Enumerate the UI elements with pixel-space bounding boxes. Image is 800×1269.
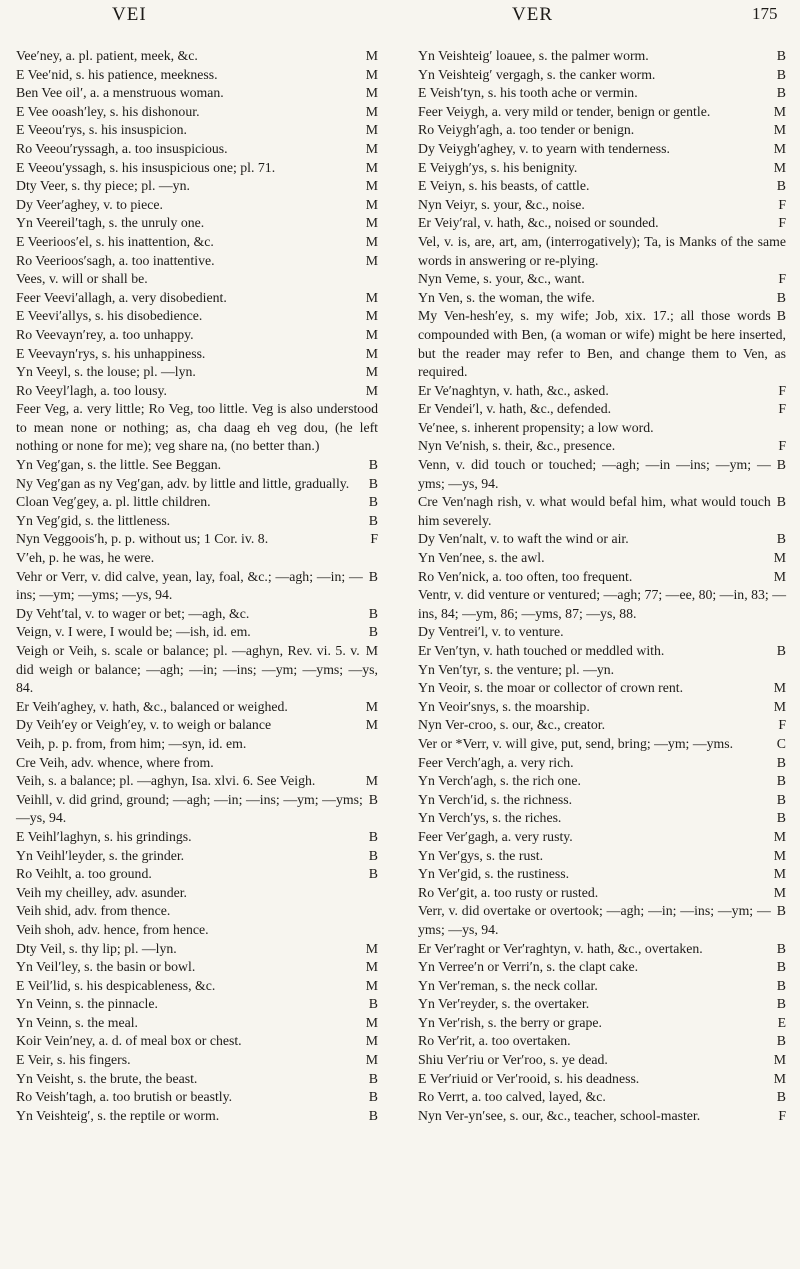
- dictionary-entry: [418, 140, 786, 159]
- dictionary-entry: [16, 940, 378, 959]
- dictionary-entry: [16, 400, 378, 456]
- entry-text: Yn Ver′reman, s. the neck collar.: [418, 977, 598, 993]
- dictionary-entry: [418, 270, 786, 289]
- entry-text: E Vee′nid, s. his patience, meekness.: [16, 66, 218, 82]
- dictionary-entry: [418, 940, 786, 959]
- entry-text: Yn Ver′reyder, s. the overtaker.: [418, 996, 590, 1012]
- source-code: M: [365, 382, 378, 398]
- dictionary-entry: [16, 177, 378, 196]
- entry-text: E Veeou′rys, s. his insuspicion.: [16, 122, 188, 138]
- source-code: M: [365, 717, 378, 733]
- entry-text: E Veir, s. his fingers.: [16, 1052, 131, 1068]
- entry-text: Nyn Veggoois′h, p. p. without us; 1 Cor. iv. 8.: [16, 531, 269, 547]
- dictionary-entry: [16, 549, 378, 568]
- entry-text: Nyn Veme, s. your, &c., want.: [418, 271, 585, 287]
- dictionary-entry: [16, 605, 378, 624]
- entry-text: Yn Verch′ys, s. the riches.: [418, 810, 562, 826]
- entry-text: Dy Veiygh′aghey, v. to yearn with tenderness.: [418, 140, 670, 156]
- dictionary-entry: [418, 400, 786, 419]
- dictionary-entry: [16, 196, 378, 215]
- source-code: M: [365, 66, 378, 82]
- source-code: B: [776, 289, 786, 305]
- source-code: M: [365, 178, 378, 194]
- source-code: M: [773, 159, 786, 175]
- dictionary-entry: [16, 140, 378, 159]
- dictionary-entry: [16, 772, 378, 791]
- entry-text: Yn Veereil′tagh, s. the unruly one.: [16, 215, 205, 231]
- entry-text: Ro Veerioos′sagh, a. too inattentive.: [16, 252, 215, 268]
- entry-text: E Veevayn′rys, s. his unhappiness.: [16, 345, 206, 361]
- source-code: M: [365, 48, 378, 63]
- entry-text: Yn Veinn, s. the pinnacle.: [16, 996, 158, 1012]
- entry-text: Veih shoh, adv. hence, from hence.: [16, 921, 209, 937]
- dictionary-entry: [418, 196, 786, 215]
- dictionary-entry: [418, 586, 786, 623]
- dictionary-entry: [16, 159, 378, 178]
- source-code: M: [773, 140, 786, 156]
- dictionary-entry: [418, 289, 786, 308]
- dictionary-entry: [418, 884, 786, 903]
- source-code: B: [776, 773, 786, 789]
- source-code: F: [370, 531, 378, 547]
- source-code: B: [776, 977, 786, 993]
- source-code: B: [776, 754, 786, 770]
- source-code: B: [368, 475, 378, 491]
- entry-text: Ben Vee oil′, a. a menstruous woman.: [16, 85, 224, 101]
- dictionary-entry: [418, 437, 786, 456]
- entry-text: Cloan Veg′gey, a. pl. little children.: [16, 494, 211, 510]
- dictionary-entry: [16, 456, 378, 475]
- source-code: M: [365, 103, 378, 119]
- source-code: B: [368, 494, 378, 510]
- dictionary-entry: [418, 1051, 786, 1070]
- source-code: M: [365, 326, 378, 342]
- entry-text: Yn Ven′nee, s. the awl.: [418, 550, 545, 566]
- dictionary-entry: [418, 1070, 786, 1089]
- dictionary-entry: [418, 1107, 786, 1126]
- source-code: M: [365, 215, 378, 231]
- left-column: [16, 47, 378, 1125]
- entry-text: Dy Veht′tal, v. to wager or bet; —agh, &c.: [16, 605, 250, 621]
- dictionary-entry: [16, 363, 378, 382]
- page-header: [0, 0, 800, 46]
- entry-text: Ro Ver′git, a. too rusty or rusted.: [418, 884, 599, 900]
- entry-text: Yn Veishteig′, s. the reptile or worm.: [16, 1107, 220, 1123]
- entry-text: Veihll, v. did grind, ground; —agh; —in; —ins; —ym; —yms; —ys, 94.: [16, 791, 363, 826]
- entry-text: Yn Ven, s. the woman, the wife.: [418, 289, 595, 305]
- source-code: M: [365, 252, 378, 268]
- dictionary-entry: [16, 1014, 378, 1033]
- entry-text: Yn Verch′id, s. the richness.: [418, 791, 573, 807]
- dictionary-entry: [16, 475, 378, 494]
- source-code: B: [368, 1089, 378, 1105]
- dictionary-entry: [16, 1088, 378, 1107]
- dictionary-entry: [418, 865, 786, 884]
- source-code: B: [776, 810, 786, 826]
- entry-text: Er Veih′aghey, v. hath, &c., balanced or weighed.: [16, 698, 288, 714]
- entry-text: Yn Veil′ley, s. the basin or bowl.: [16, 959, 196, 975]
- entry-text: Nyn Ver-croo, s. our, &c., creator.: [418, 717, 606, 733]
- entry-text: Feer Verch′agh, a. very rich.: [418, 754, 574, 770]
- dictionary-entry: [16, 1070, 378, 1089]
- entry-text: Shiu Ver′riu or Ver′roo, s. ye dead.: [418, 1052, 608, 1068]
- source-code: B: [776, 178, 786, 194]
- source-code: M: [365, 364, 378, 380]
- entry-text: Ny Veg′gan as ny Veg′gan, adv. by little and little, gradually.: [16, 475, 350, 491]
- source-code: B: [776, 643, 786, 658]
- source-code: B: [776, 457, 786, 473]
- source-code: B: [776, 1033, 786, 1049]
- entry-text: Venn, v. did touch or touched; —agh; —in —ins; —ym; —yms; —ys, 94.: [418, 457, 771, 491]
- entry-text: Ro Veeou′ryssagh, a. too insuspicious.: [16, 140, 228, 156]
- entry-text: Veih, s. a balance; pl. —aghyn, Isa. xlvi. 6. See Veigh.: [16, 773, 316, 789]
- source-code: F: [778, 382, 786, 398]
- entry-text: Yn Veg′gan, s. the little. See Beggan.: [16, 457, 222, 473]
- source-code: F: [778, 438, 786, 454]
- dictionary-entry: [16, 493, 378, 512]
- dictionary-entry: [418, 103, 786, 122]
- dictionary-entry: [418, 698, 786, 717]
- dictionary-entry: [16, 1032, 378, 1051]
- dictionary-entry: [16, 121, 378, 140]
- dictionary-entry: [418, 233, 786, 270]
- source-code: M: [773, 828, 786, 844]
- dictionary-entry: [16, 326, 378, 345]
- entry-text: E Veerioos′el, s. his inattention, &c.: [16, 233, 214, 249]
- dictionary-entry: [418, 84, 786, 103]
- dictionary-entry: [16, 84, 378, 103]
- dictionary-entry: [418, 47, 786, 66]
- entry-text: Yn Veeyl, s. the louse; pl. —lyn.: [16, 364, 196, 380]
- entry-text: My Ven-hesh′ey, s. my wife; Job, xix. 17.; all those words compounded with Ben, (a woman or wife) might be here inserted, but the reader may refer to Ben, and change them to Ven, as required.: [418, 308, 786, 380]
- dictionary-entry: [418, 847, 786, 866]
- entry-text: Dy Ventrei′l, v. to venture.: [418, 624, 564, 640]
- dictionary-entry: [16, 270, 378, 289]
- entry-text: Feer Veevi′allagh, a. very disobedient.: [16, 289, 227, 305]
- source-code: B: [368, 605, 378, 621]
- source-code: M: [365, 1052, 378, 1068]
- entry-text: Veih, p. p. from, from him; —syn, id. em.: [16, 735, 247, 751]
- entry-text: Veih shid, adv. from thence.: [16, 903, 171, 919]
- dictionary-entry: [418, 828, 786, 847]
- entry-text: Vees, v. will or shall be.: [16, 271, 148, 287]
- source-code: B: [776, 531, 786, 547]
- source-code: B: [776, 903, 786, 919]
- source-code: M: [773, 1070, 786, 1086]
- page-number: 175: [752, 4, 778, 23]
- dictionary-entry: [418, 1032, 786, 1051]
- dictionary-entry: [16, 902, 378, 921]
- dictionary-entry: [418, 995, 786, 1014]
- dictionary-entry: [16, 568, 378, 605]
- source-code: B: [776, 308, 786, 324]
- source-code: F: [778, 717, 786, 733]
- source-code: M: [365, 773, 378, 789]
- dictionary-entry: [418, 419, 786, 438]
- source-code: B: [368, 866, 378, 882]
- dictionary-entry: [16, 623, 378, 642]
- source-code: M: [365, 233, 378, 249]
- source-code: B: [368, 1070, 378, 1086]
- entry-text: E Veish′tyn, s. his tooth ache or vermin.: [418, 85, 638, 101]
- running-head-right: VER: [512, 4, 553, 25]
- source-code: M: [365, 940, 378, 956]
- entry-text: Veign, v. I were, I would be; —ish, id. em.: [16, 624, 251, 640]
- source-code: B: [776, 1089, 786, 1105]
- dictionary-entry: [16, 995, 378, 1014]
- dictionary-entry: [418, 623, 786, 642]
- entry-text: Ro Ver′rit, a. too overtaken.: [418, 1033, 571, 1049]
- source-code: B: [368, 847, 378, 863]
- dictionary-entry: [16, 698, 378, 717]
- source-code: M: [773, 122, 786, 138]
- source-code: M: [773, 884, 786, 900]
- dictionary-entry: [418, 159, 786, 178]
- source-code: B: [776, 85, 786, 101]
- entry-text: Yn Verree′n or Verri′n, s. the clapt cake.: [418, 959, 639, 975]
- source-code: M: [365, 159, 378, 175]
- entry-text: Dy Veih′ey or Veigh′ey, v. to weigh or balance: [16, 717, 272, 733]
- entry-text: Veigh or Veih, s. scale or balance; pl. —aghyn, Rev. vi. 5. v. did weigh or balance; —agh; —in; —ins; —ym; —yms; —ys, 84.: [16, 643, 378, 696]
- source-code: B: [368, 828, 378, 844]
- dictionary-entry: [418, 66, 786, 85]
- entry-text: Ve′nee, s. inherent propensity; a low word.: [418, 419, 654, 435]
- entry-text: Yn Veihl′leyder, s. the grinder.: [16, 847, 185, 863]
- entry-text: Cre Ven′nagh rish, v. what would befal him, what would touch him severely.: [418, 494, 771, 528]
- source-code: M: [365, 1033, 378, 1049]
- dictionary-entry: [418, 772, 786, 791]
- source-code: B: [368, 791, 378, 807]
- entry-text: E Vee ooash′ley, s. his dishonour.: [16, 103, 200, 119]
- dictionary-entry: [418, 679, 786, 698]
- entry-text: Verr, v. did overtake or overtook; —agh; —in; —ins; —ym; —yms; —ys, 94.: [418, 903, 771, 937]
- entry-text: Yn Veoir′snys, s. the moarship.: [418, 698, 590, 714]
- entry-text: Ro Veihlt, a. too ground.: [16, 866, 152, 882]
- source-code: B: [368, 1107, 378, 1123]
- entry-text: E Veeou′yssagh, s. his insuspicious one; pl. 71.: [16, 159, 276, 175]
- entry-text: Yn Veinn, s. the meal.: [16, 1014, 138, 1030]
- dictionary-entry: [418, 1088, 786, 1107]
- dictionary-entry: [418, 754, 786, 773]
- dictionary-entry: [16, 642, 378, 698]
- entry-text: Dty Veer, s. thy piece; pl. —yn.: [16, 178, 190, 194]
- dictionary-entry: [418, 958, 786, 977]
- source-code: M: [365, 698, 378, 714]
- entry-text: Feer Veg, a. very little; Ro Veg, too little. Veg is also understood to mean none or nothing; as, cha daag eh veg dou, (he left nothing or none for me); veg share na, (no better than.): [16, 401, 378, 454]
- entry-text: Er Ven′tyn, v. hath touched or meddled with.: [418, 643, 665, 658]
- source-code: B: [368, 512, 378, 528]
- source-code: B: [776, 940, 786, 956]
- dictionary-entry: [418, 977, 786, 996]
- source-code: M: [773, 847, 786, 863]
- source-code: F: [778, 196, 786, 212]
- entry-text: Ro Veeyl′lagh, a. too lousy.: [16, 382, 167, 398]
- dictionary-entry: [16, 921, 378, 940]
- source-code: M: [773, 568, 786, 584]
- entry-text: E Veiygh′ys, s. his benignity.: [418, 159, 578, 175]
- dictionary-entry: [418, 568, 786, 587]
- entry-text: E Veiyn, s. his beasts, of cattle.: [418, 178, 590, 194]
- entry-text: Yn Ven′tyr, s. the venture; pl. —yn.: [418, 661, 615, 677]
- dictionary-entry: [418, 661, 786, 680]
- dictionary-entry: [16, 791, 378, 828]
- entry-text: Ro Verrt, a. too calved, layed, &c.: [418, 1089, 606, 1105]
- dictionary-entry: [418, 549, 786, 568]
- entry-text: Feer Veiygh, a. very mild or tender, benign or gentle.: [418, 103, 711, 119]
- source-code: M: [365, 140, 378, 156]
- entry-text: Nyn Ver-yn′see, s. our, &c., teacher, school-master.: [418, 1107, 701, 1123]
- dictionary-entry: [16, 977, 378, 996]
- dictionary-entry: [418, 177, 786, 196]
- entry-text: Dy Veer′aghey, v. to piece.: [16, 196, 163, 212]
- entry-text: Veih my cheilley, adv. asunder.: [16, 884, 188, 900]
- dictionary-entry: [16, 884, 378, 903]
- entry-text: Vel, v. is, are, art, am, (interrogatively); Ta, is Manks of the same words in answering or re-plying.: [418, 233, 786, 268]
- dictionary-entry: [418, 382, 786, 401]
- dictionary-entry: [16, 828, 378, 847]
- source-code: B: [776, 48, 786, 63]
- source-code: F: [778, 401, 786, 417]
- entry-text: Nyn Veiyr, s. your, &c., noise.: [418, 196, 585, 212]
- source-code: M: [365, 959, 378, 975]
- dictionary-entry: [418, 530, 786, 549]
- dictionary-entry: [16, 735, 378, 754]
- entry-text: E Ver′riuid or Ver′rooid, s. his deadness.: [418, 1070, 640, 1086]
- source-code: B: [776, 791, 786, 807]
- dictionary-entry: [16, 47, 378, 66]
- entry-text: Koir Vein′ney, a. d. of meal box or chest.: [16, 1033, 242, 1049]
- entry-text: E Veil′lid, s. his despicableness, &c.: [16, 977, 216, 993]
- source-code: B: [776, 66, 786, 82]
- dictionary-entry: [418, 791, 786, 810]
- entry-text: Yn Ver′gys, s. the rust.: [418, 847, 544, 863]
- source-code: E: [777, 1014, 786, 1030]
- entry-text: Dy Ven′nalt, v. to waft the wind or air.: [418, 531, 629, 547]
- source-code: B: [776, 996, 786, 1012]
- entry-text: Yn Veg′gid, s. the littleness.: [16, 512, 171, 528]
- entry-text: E Veihl′laghyn, s. his grindings.: [16, 828, 192, 844]
- entry-text: Ventr, v. did venture or ventured; —agh; 77; —ee, 80; —in, 83; —ins, 84; —ym, 86; —yms, 87; —ys, 88.: [418, 587, 786, 621]
- source-code: B: [776, 494, 786, 510]
- source-code: M: [365, 122, 378, 138]
- dictionary-entry: [16, 382, 378, 401]
- dictionary-entry: [16, 307, 378, 326]
- source-code: M: [773, 1052, 786, 1068]
- entry-text: Yn Veoir, s. the moar or collector of crown rent.: [418, 680, 684, 696]
- entry-text: Ro Veish′tagh, a. too brutish or beastly.: [16, 1089, 233, 1105]
- dictionary-entry: [16, 1107, 378, 1126]
- source-code: B: [776, 959, 786, 975]
- source-code: M: [773, 680, 786, 696]
- dictionary-entry: [16, 865, 378, 884]
- dictionary-entry: [16, 289, 378, 308]
- dictionary-entry: [418, 716, 786, 735]
- entry-text: Feer Ver′gagh, a. very rusty.: [418, 828, 573, 844]
- entry-text: Nyn Ve′nish, s. their, &c., presence.: [418, 438, 616, 454]
- source-code: F: [778, 1107, 786, 1123]
- source-code: M: [365, 643, 378, 658]
- dictionary-entry: [418, 307, 786, 381]
- dictionary-entry: [418, 642, 786, 661]
- dictionary-entry: [16, 512, 378, 531]
- entry-text: Ro Veevayn′rey, a. too unhappy.: [16, 326, 194, 342]
- dictionary-entry: [418, 456, 786, 493]
- dictionary-entry: [16, 345, 378, 364]
- dictionary-entry: [16, 716, 378, 735]
- source-code: F: [778, 215, 786, 231]
- source-code: M: [365, 85, 378, 101]
- entry-text: Ver or *Verr, v. will give, put, send, bring; —ym; —yms.: [418, 735, 734, 751]
- dictionary-entry: [16, 103, 378, 122]
- source-code: F: [778, 271, 786, 287]
- source-code: C: [776, 735, 786, 751]
- dictionary-entry: [16, 252, 378, 271]
- dictionary-entry: [418, 493, 786, 530]
- entry-text: Yn Ver′rish, s. the berry or grape.: [418, 1014, 602, 1030]
- right-column: [418, 47, 786, 1125]
- dictionary-entry: [418, 214, 786, 233]
- source-code: M: [773, 698, 786, 714]
- source-code: M: [365, 1014, 378, 1030]
- dictionary-entry: [16, 214, 378, 233]
- entry-text: Yn Veishteig′ loauee, s. the palmer worm.: [418, 48, 649, 63]
- dictionary-entry: [418, 1014, 786, 1033]
- entry-text: Ro Ven′nick, a. too often, too frequent.: [418, 568, 633, 584]
- source-code: B: [368, 457, 378, 473]
- entry-text: Yn Veisht, s. the brute, the beast.: [16, 1070, 198, 1086]
- entry-text: E Veevi′allys, s. his disobedience.: [16, 308, 203, 324]
- source-code: M: [365, 345, 378, 361]
- entry-text: Ro Veiygh′agh, a. too tender or benign.: [418, 122, 635, 138]
- entry-text: Vehr or Verr, v. did calve, yean, lay, foal, &c.; —agh; —in; —ins; —ym; —yms; —ys, 94.: [16, 568, 363, 603]
- dictionary-entry: [16, 1051, 378, 1070]
- source-code: M: [365, 308, 378, 324]
- running-head-left: VEI: [112, 4, 147, 25]
- dictionary-entry: [16, 66, 378, 85]
- source-code: M: [773, 550, 786, 566]
- dictionary-entry: [418, 121, 786, 140]
- entry-text: V′eh, p. he was, he were.: [16, 550, 155, 566]
- dictionary-entry: [16, 233, 378, 252]
- entry-text: Yn Ver′gid, s. the rustiness.: [418, 866, 570, 882]
- entry-text: Dty Veil, s. thy lip; pl. —lyn.: [16, 940, 177, 956]
- source-code: M: [773, 103, 786, 119]
- source-code: M: [365, 289, 378, 305]
- dictionary-entry: [418, 809, 786, 828]
- entry-text: Vee′ney, a. pl. patient, meek, &c.: [16, 48, 198, 63]
- source-code: M: [365, 196, 378, 212]
- entry-text: Cre Veih, adv. whence, where from.: [16, 754, 214, 770]
- dictionary-entry: [16, 754, 378, 773]
- entry-text: Yn Veishteig′ vergagh, s. the canker worm.: [418, 66, 656, 82]
- source-code: M: [773, 866, 786, 882]
- entry-text: Er Veiy′ral, v. hath, &c., noised or sounded.: [418, 215, 659, 231]
- source-code: M: [365, 977, 378, 993]
- entry-text: Er Ver′raght or Ver′raghtyn, v. hath, &c., overtaken.: [418, 940, 703, 956]
- source-code: B: [368, 996, 378, 1012]
- dictionary-entry: [16, 530, 378, 549]
- dictionary-entry: [16, 847, 378, 866]
- dictionary-entry: [418, 735, 786, 754]
- dictionary-entry: [418, 902, 786, 939]
- dictionary-entry: [16, 958, 378, 977]
- entry-text: Er Vendei′l, v. hath, &c., defended.: [418, 401, 612, 417]
- source-code: B: [368, 568, 378, 584]
- source-code: B: [368, 624, 378, 640]
- entry-text: Yn Verch′agh, s. the rich one.: [418, 773, 581, 789]
- entry-text: Er Ve′naghtyn, v. hath, &c., asked.: [418, 382, 609, 398]
